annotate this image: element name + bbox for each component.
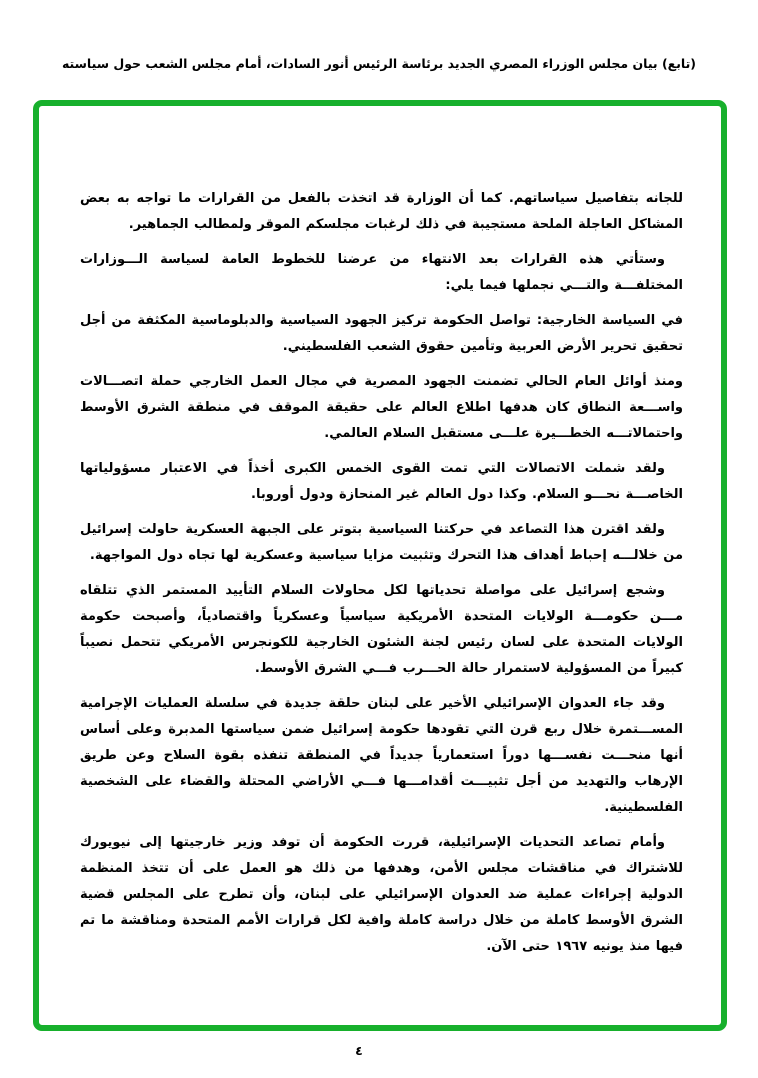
- paragraph: ومنذ أوائل العام الحالي تضمنت الجهود المصرية في مجال العمل الخارجي حملة اتصـــالات واســـعة النطاق كان هدفها اطلاع العالم على حقيقة الموقف في منطقة الشرق الأوسط واحتمالاتـــه الخطـــيرة علـــى مستقبل السلام العالمي.: [80, 374, 683, 441]
- paragraph: وأمام تصاعد التحديات الإسرائيلية، قررت الحكومة أن توفد وزير خارجيتها إلى نيويورك للاشتراك في مناقشات مجلس الأمن، وهدفها من ذلك هو العمل على أن تتخذ المنظمة الدولية إجراءات عملية ضد العدوان الإسرائيلي على لبنان، وأن تطرح على المجلس قضية الشرق الأوسط كاملة من خلال دراسة كاملة وافية لكل قرارات الأمم المتحدة ومناقشة ما تم فيها منذ يونيه ١٩٦٧ حتى الآن.: [80, 835, 683, 954]
- document-header-title: (تابع) بيان مجلس الوزراء المصري الجديد برئاسة الرئيس أنور السادات، أمام مجلس الشعب حول سياسته: [61, 56, 697, 71]
- page-number: ٤: [355, 1043, 363, 1058]
- paragraph: في السياسة الخارجية: تواصل الحكومة تركيز الجهود السياسية والدبلوماسية المكثفة من أجل تحقيق تحرير الأرض العربية وتأمين حقوق الشعب الفلسطيني.: [80, 313, 683, 354]
- paragraph: وستأتي هذه القرارات بعد الانتهاء من عرضنا للخطوط العامة لسياسة الـــوزارات المختلفـــة والتـــي نجملها فيما يلي:: [80, 252, 683, 293]
- document-frame-border: [33, 100, 727, 1031]
- paragraph: ولقد شملت الاتصالات التي تمت القوى الخمس الكبرى أخذاً في الاعتبار مسؤولياتها الخاصـــة نحـــو السلام. وكذا دول العالم غير المنحازة ودول أوروبا.: [80, 461, 683, 502]
- paragraph: وقد جاء العدوان الإسرائيلي الأخير على لبنان حلقة جديدة في سلسلة العمليات الإجرامية المســـتمرة خلال ربع قرن التي تقودها حكومة إسرائيل ضمن سياستها المدبرة وعلى أساس أنها منحـــت نفســـها دوراً استعمارياً جديداً في المنطقة تنفذه بقوة السلاح وعن طريق الإرهاب والتهديد من أجل تثبيـــت أقدامـــها فـــي الأراضي المحتلة والقضاء على الشخصية الفلسطينية.: [80, 696, 683, 815]
- paragraph: للجانه بتفاصيل سياساتهم. كما أن الوزارة قد اتخذت بالفعل من القرارات ما تواجه به بعض المشاكل العاجلة الملحة مستجيبة في ذلك لرغبات مجلسكم الموقر ولمطالب الجماهير.: [80, 191, 683, 232]
- document-body: [80, 186, 683, 969]
- paragraph: وشجع إسرائيل على مواصلة تحدياتها لكل محاولات السلام التأييد المستمر الذي تتلقاه مـــن حكومـــة الولايات المتحدة الأمريكية سياسياً وعسكرياً واقتصادياً، وأصبحت حكومة الولايات المتحدة على لسان رئيس لجنة الشئون الخارجية للكونجرس الأمريكي تتحمل نصيباً كبيراً من المسؤولية لاستمرار حالة الحـــرب فـــي الشرق الأوسط.: [80, 583, 683, 676]
- paragraph: ولقد اقترن هذا التصاعد في حركتنا السياسية بتوتر على الجبهة العسكرية حاولت إسرائيل من خلالـــه إحباط أهداف هذا التحرك وتثبيت مزايا سياسية وعسكرية لها تجاه دول المواجهة.: [80, 522, 683, 563]
